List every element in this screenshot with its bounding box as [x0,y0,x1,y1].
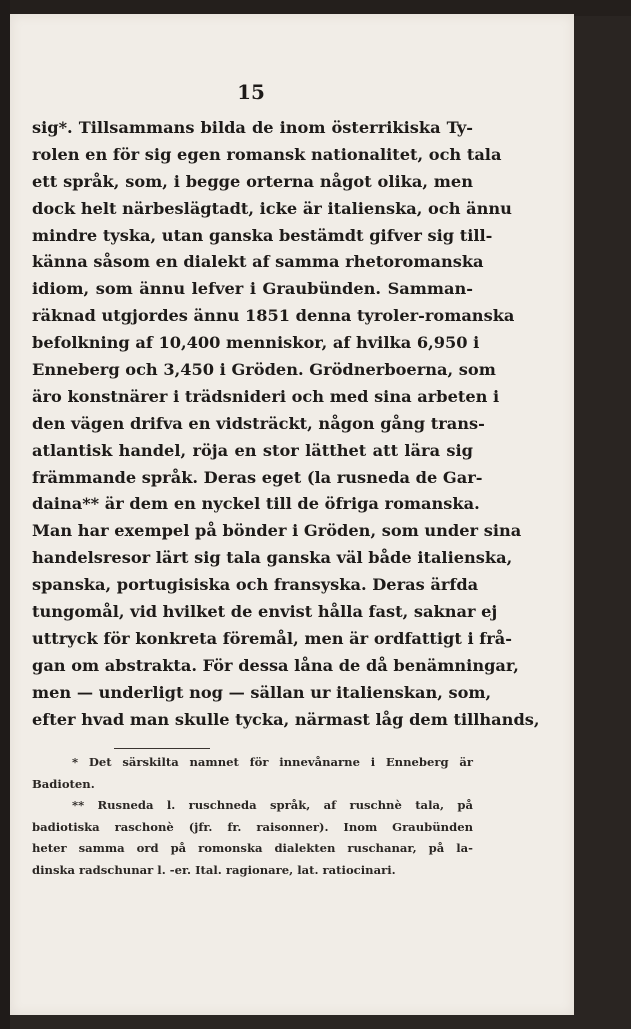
page-number: 15 [237,80,265,104]
text-line: rolen en för sig egen romansk nationalitet, och tala [32,144,502,164]
text-line: men — underligt nog — sällan ur italienskan, som, [32,682,492,702]
text-line: Enneberg och 3,450 i Gröden. Grödnerboerna, som [32,360,496,380]
text-line: idiom, som ännu lefver i Graubünden. Samman- [32,279,473,299]
text-line: gan om abstrakta. För dessa låna de då benämningar, [32,655,519,675]
footnotes [32,752,473,882]
footnote-rule [114,748,210,749]
text-line: sig*. Tillsammans bilda de inom österrikiska Ty- [32,118,473,137]
text-line: känna såsom en dialekt af samma rhetoromanska [32,252,484,272]
footnote-line: ** Rusneda l. ruschneda språk, af ruschnè tala, på [72,798,473,813]
text-line: ett språk, som, i begge orterna något olika, men [32,171,473,191]
footnote-line: * Det särskilta namnet för innevånarne i Enneberg är [72,755,473,769]
text-line: efter hvad man skulle tycka, närmast låg dem tillhands, [32,709,540,729]
text-line: uttryck för konkreta föremål, men är ordfattigt i frå- [32,628,512,648]
text-line: spanska, portugisiska och fransyska. Deras ärfda [32,575,479,595]
footnote-line: heter samma ord på romonska dialekten ruschanar, på la- [32,841,473,856]
text-line: den vägen drifva en vidsträckt, någon gång trans- [32,413,485,433]
book-page [10,14,574,1015]
text-line: främmande språk. Deras eget (la rusneda de Gar- [32,467,483,487]
footnote-line: Badioten. [32,776,95,791]
text-line: tungomål, vid hvilket de envist hålla fast, saknar ej [32,602,498,622]
text-line: atlantisk handel, röja en stor lätthet att lära sig [32,440,473,460]
scan-border-left [0,0,10,1029]
text-line: befolkning af 10,400 menniskor, af hvilka 6,950 i [32,333,480,353]
text-line: mindre tyska, utan ganska bestämdt gifver sig till- [32,225,493,245]
footnote-line: dinska radschunar l. -er. Ital. ragionare, lat. ratiocinari. [32,862,396,877]
text-line: daina** är dem en nyckel till de öfriga romanska. [32,494,480,514]
text-line: äro konstnärer i trädsnideri och med sina arbeten i [32,386,500,406]
text-line: räknad utgjordes ännu 1851 denna tyroler-romanska [32,306,515,326]
text-line: Man har exempel på bönder i Gröden, som under sina [32,521,522,541]
text-line: handelsresor lärt sig tala ganska väl både italienska, [32,548,513,568]
text-line: dock helt närbeslägtadt, icke är italienska, och ännu [32,198,512,218]
body-text [32,115,540,733]
footnote-line: badiotiska raschonè (jfr. fr. raisonner). Inom Graubünden [32,819,473,834]
